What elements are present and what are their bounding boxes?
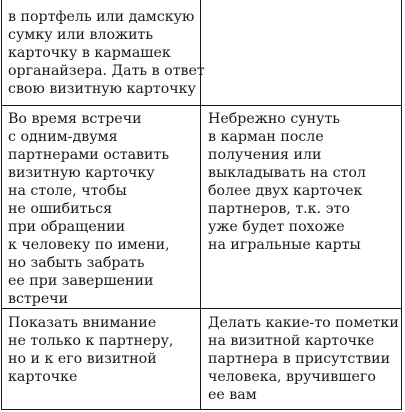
row-1-left-cell xyxy=(8,8,205,98)
cell-line: карточке xyxy=(8,369,78,385)
cell-line: уже будет похоже xyxy=(208,219,345,235)
cell-line: ее вам xyxy=(208,387,257,403)
cell-line: с одним-двумя xyxy=(8,129,118,145)
cell-line: в карман после xyxy=(208,129,324,145)
cell-line: ее при завершении xyxy=(8,273,154,289)
cell-line: на игральные карты xyxy=(208,237,361,253)
row-3-right-cell xyxy=(208,314,399,404)
cell-line: в портфель или дамскую xyxy=(8,9,195,25)
row-3-left-cell xyxy=(8,314,173,386)
cell-line: на визитной карточке xyxy=(208,333,375,349)
cell-line: Небрежно сунуть xyxy=(208,111,341,127)
cell-line: встречи xyxy=(8,291,69,307)
cell-line: визитную карточку xyxy=(8,165,155,181)
cell-line: к человеку по имени, xyxy=(8,237,170,253)
cell-line: органайзера. Дать в ответ xyxy=(8,63,205,79)
cell-line: но забыть забрать xyxy=(8,255,145,271)
cell-line: при обращении xyxy=(8,219,126,235)
cell-line: выкладывать на стол xyxy=(208,165,366,181)
table-border-bottom xyxy=(1,409,402,410)
table-border-right xyxy=(401,0,402,410)
cell-line: человека, вручившего xyxy=(208,369,376,385)
cell-line: партнеров, т.к. это xyxy=(208,201,350,217)
cell-line: партнерами оставить xyxy=(8,147,170,163)
cell-line: Показать внимание xyxy=(8,315,157,331)
row-divider-2 xyxy=(1,308,402,309)
cell-line: свою визитную карточку xyxy=(8,81,196,97)
cell-line: Делать какие-то пометки xyxy=(208,315,399,331)
cell-line: не ошибиться xyxy=(8,201,113,217)
row-2-right-cell xyxy=(208,110,366,254)
cell-line: Во время встречи xyxy=(8,111,142,127)
cell-line: сумку или вложить xyxy=(8,27,154,43)
cell-line: карточку в кармашек xyxy=(8,45,171,61)
row-divider-1 xyxy=(1,105,402,106)
cell-line: на столе, чтобы xyxy=(8,183,127,199)
cell-line: партнера в присутствии xyxy=(208,351,391,367)
cell-line: получения или xyxy=(208,147,322,163)
cell-line: более двух карточек xyxy=(208,183,363,199)
cell-line: не только к партнеру, xyxy=(8,333,174,349)
row-2-left-cell xyxy=(8,110,170,308)
table-border-left xyxy=(1,0,2,410)
cell-line: но и к его визитной xyxy=(8,351,157,367)
